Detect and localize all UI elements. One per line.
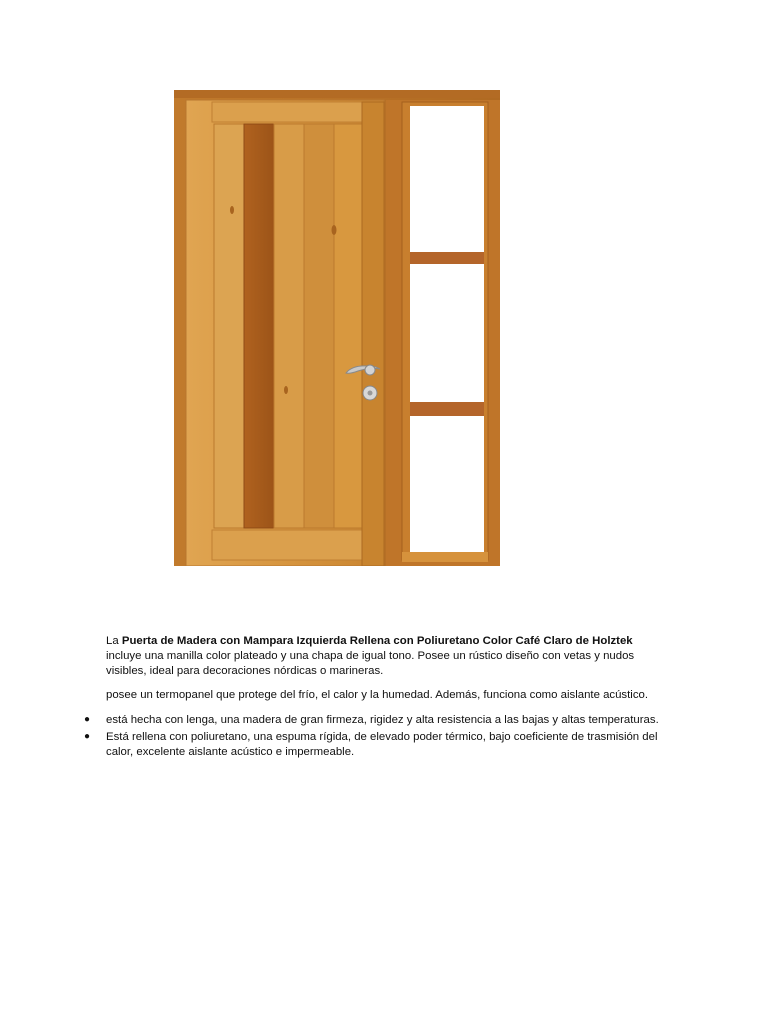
- wooden-door-with-sidelight-icon: [174, 90, 500, 566]
- intro-text: incluye una manilla color plateado y una chapa de igual tono. Posee un rústico diseño con vetas y nudos visibles, ideal para decoraciones nórdicas o marineras.: [106, 649, 635, 677]
- intro-paragraph: [106, 634, 666, 678]
- intro-prefix: La: [106, 635, 122, 647]
- termopanel-paragraph: posee un termopanel que protege del frío, el calor y la humedad. Además, funciona como aislante acústico.: [106, 689, 649, 702]
- list-item: [84, 713, 666, 728]
- product-description: [84, 634, 666, 762]
- product-name: Puerta de Madera con Mampara Izquierda Rellena con Poliuretano Color Café Claro de Holztek: [121, 635, 633, 647]
- bullet-icon: ●: [84, 714, 91, 726]
- door-product-image: [174, 90, 500, 566]
- bullet-icon: ●: [84, 730, 91, 742]
- list-item-text: está hecha con lenga, una madera de gran firmeza, rigidez y alta resistencia a las bajas y altas temperaturas.: [106, 714, 659, 727]
- list-item: [84, 730, 666, 760]
- list-item-text: Está rellena con poliuretano, una espuma rígida, de elevado poder térmico, bajo coeficiente de trasmisión del calor, excelente aislante acústico e impermeable.: [106, 730, 658, 758]
- feature-list: [84, 713, 666, 759]
